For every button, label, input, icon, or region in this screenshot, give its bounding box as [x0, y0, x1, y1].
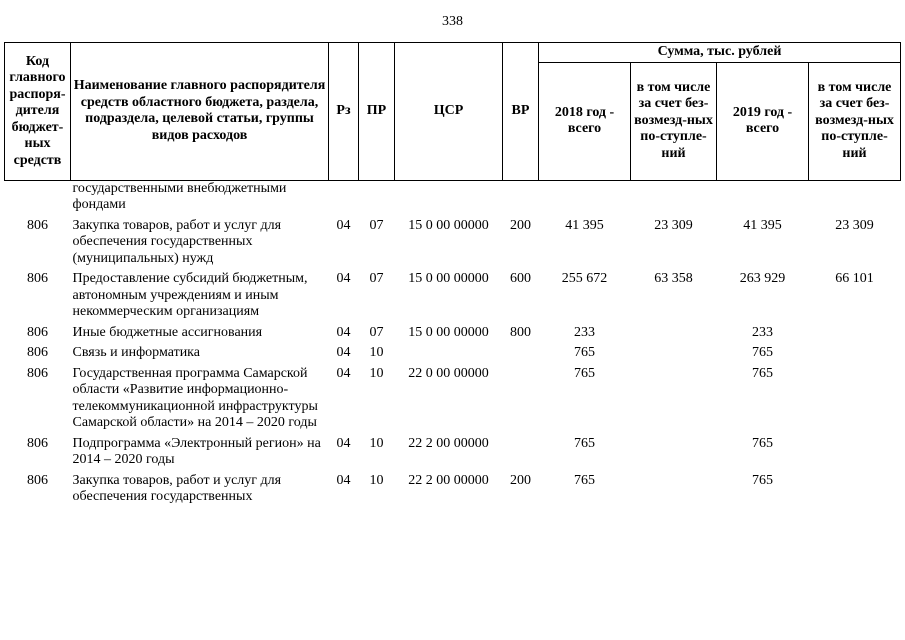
rz-cell: 04 — [336, 365, 351, 381]
header-rz: Рз — [329, 43, 359, 181]
rz-cell: 04 — [336, 324, 351, 340]
code-cell: 806 — [27, 435, 48, 451]
name-cell: Закупка товаров, работ и услуг для обеспечения государственных — [72, 472, 282, 504]
name-cell: Иные бюджетные ассигнования — [72, 324, 263, 340]
header-csr: ЦСР — [395, 43, 503, 181]
sum-2018-free-cell — [631, 180, 717, 218]
table-row — [5, 366, 901, 436]
name-cell: государственными внебюджетными фондами — [72, 180, 287, 212]
csr-cell: 22 0 00 00000 — [408, 365, 489, 381]
name-cell: Предоставление субсидий бюджетным, автономным учреждениям и иным некоммерческим организациям — [72, 271, 308, 319]
rz-cell — [329, 180, 359, 218]
header-2019-free: в том числе за счет без-возмезд-ных по-ступле-ний — [809, 62, 901, 180]
pr-cell: 07 — [369, 271, 384, 286]
name-cell: Связь и информатика — [72, 345, 200, 360]
sum-2018-cell: 233 — [574, 324, 595, 340]
header-vr: ВР — [503, 43, 539, 181]
sum-2018-cell: 765 — [574, 345, 595, 360]
sum-2019-free-cell — [809, 436, 901, 473]
header-sum: Сумма, тыс. рублей — [539, 43, 901, 63]
csr-cell: 22 2 00 00000 — [408, 435, 489, 451]
sum-2019-cell: 263 929 — [739, 271, 786, 286]
csr-cell: 15 0 00 00000 — [408, 271, 489, 286]
sum-2019-cell: 765 — [752, 345, 773, 360]
rz-cell: 04 — [336, 271, 351, 286]
pr-cell: 10 — [369, 345, 384, 360]
sum-2019-cell: 41 395 — [743, 217, 782, 233]
vr-cell — [503, 180, 539, 218]
code-cell: 806 — [27, 365, 48, 381]
name-cell: Государственная программа Самарской области «Развитие информационно-телекоммуникационной инфраструктуры Самарской области» на 2014 – 2020 годы — [72, 365, 318, 430]
table-body — [5, 180, 901, 510]
table-row — [5, 436, 901, 473]
sum-2019-cell: 233 — [752, 324, 773, 340]
csr-cell: 15 0 00 00000 — [408, 217, 489, 233]
sum-2019-cell: 765 — [752, 472, 773, 488]
sum-2018-free-cell: 63 358 — [654, 271, 693, 286]
sum-2019-free-cell — [809, 345, 901, 366]
vr-cell — [503, 345, 539, 366]
sum-2018-free-cell — [631, 473, 717, 510]
vr-cell: 200 — [510, 472, 531, 488]
rz-cell: 04 — [336, 435, 351, 451]
csr-cell — [395, 180, 503, 218]
table-row — [5, 180, 901, 218]
table-row — [5, 271, 901, 325]
csr-cell: 15 0 00 00000 — [408, 324, 489, 340]
sum-2019-cell: 765 — [752, 435, 773, 451]
sum-2019-free-cell — [809, 473, 901, 510]
pr-cell: 07 — [369, 217, 384, 233]
sum-2018-free-cell: 23 309 — [654, 217, 693, 233]
sum-2018-free-cell — [631, 436, 717, 473]
header-name: Наименование главного распорядителя средств областного бюджета, раздела, подраздела, целевой статьи, группы видов расходов — [71, 43, 329, 181]
pr-cell: 07 — [369, 324, 384, 340]
rz-cell: 04 — [336, 345, 351, 360]
pr-cell: 10 — [369, 435, 384, 451]
sum-2018-cell: 41 395 — [565, 217, 604, 233]
vr-cell: 200 — [510, 217, 531, 233]
csr-cell — [395, 345, 503, 366]
budget-table — [4, 42, 901, 510]
header-code: Код главного распоря-дителя бюджет-ных средств — [5, 43, 71, 181]
header-2018-total: 2018 год - всего — [539, 62, 631, 180]
page-number: 338 — [442, 14, 463, 29]
sum-2018-cell: 765 — [574, 365, 595, 381]
sum-2018-cell: 765 — [574, 435, 595, 451]
code-cell: 806 — [27, 271, 48, 286]
sum-2018-cell: 255 672 — [561, 271, 608, 286]
table-row — [5, 345, 901, 366]
rz-cell: 04 — [336, 217, 351, 233]
vr-cell: 600 — [510, 271, 531, 286]
header-2018-free: в том числе за счет без-возмезд-ных по-ступле-ний — [631, 62, 717, 180]
name-cell: Подпрограмма «Электронный регион» на 2014 – 2020 годы — [72, 435, 321, 467]
vr-cell: 800 — [510, 324, 531, 340]
vr-cell — [503, 366, 539, 436]
pr-cell: 10 — [369, 365, 384, 381]
vr-cell — [503, 436, 539, 473]
sum-2018-free-cell — [631, 325, 717, 346]
sum-2018-cell — [539, 180, 631, 218]
sum-2019-free-cell — [809, 180, 901, 218]
sum-2019-free-cell — [809, 325, 901, 346]
pr-cell — [359, 180, 395, 218]
sum-2019-free-cell: 23 309 — [835, 217, 874, 233]
sum-2019-cell: 765 — [752, 365, 773, 381]
code-cell: 806 — [27, 217, 48, 233]
rz-cell: 04 — [336, 472, 351, 488]
sum-2018-free-cell — [631, 345, 717, 366]
sum-2018-free-cell — [631, 366, 717, 436]
code-cell: 806 — [27, 324, 48, 340]
sum-2019-cell — [717, 180, 809, 218]
sum-2019-free-cell: 66 101 — [835, 271, 874, 286]
header-2019-total: 2019 год - всего — [717, 62, 809, 180]
code-cell: 806 — [27, 472, 48, 488]
header-pr: ПР — [359, 43, 395, 181]
table-row — [5, 218, 901, 272]
code-cell: 806 — [27, 345, 48, 360]
pr-cell: 10 — [369, 472, 384, 488]
sum-2019-free-cell — [809, 366, 901, 436]
table-row — [5, 325, 901, 346]
name-cell: Закупка товаров, работ и услуг для обеспечения государственных (муниципальных) нужд — [72, 217, 282, 266]
code-cell — [5, 180, 71, 218]
table-row — [5, 473, 901, 510]
sum-2018-cell: 765 — [574, 472, 595, 488]
csr-cell: 22 2 00 00000 — [408, 472, 489, 488]
